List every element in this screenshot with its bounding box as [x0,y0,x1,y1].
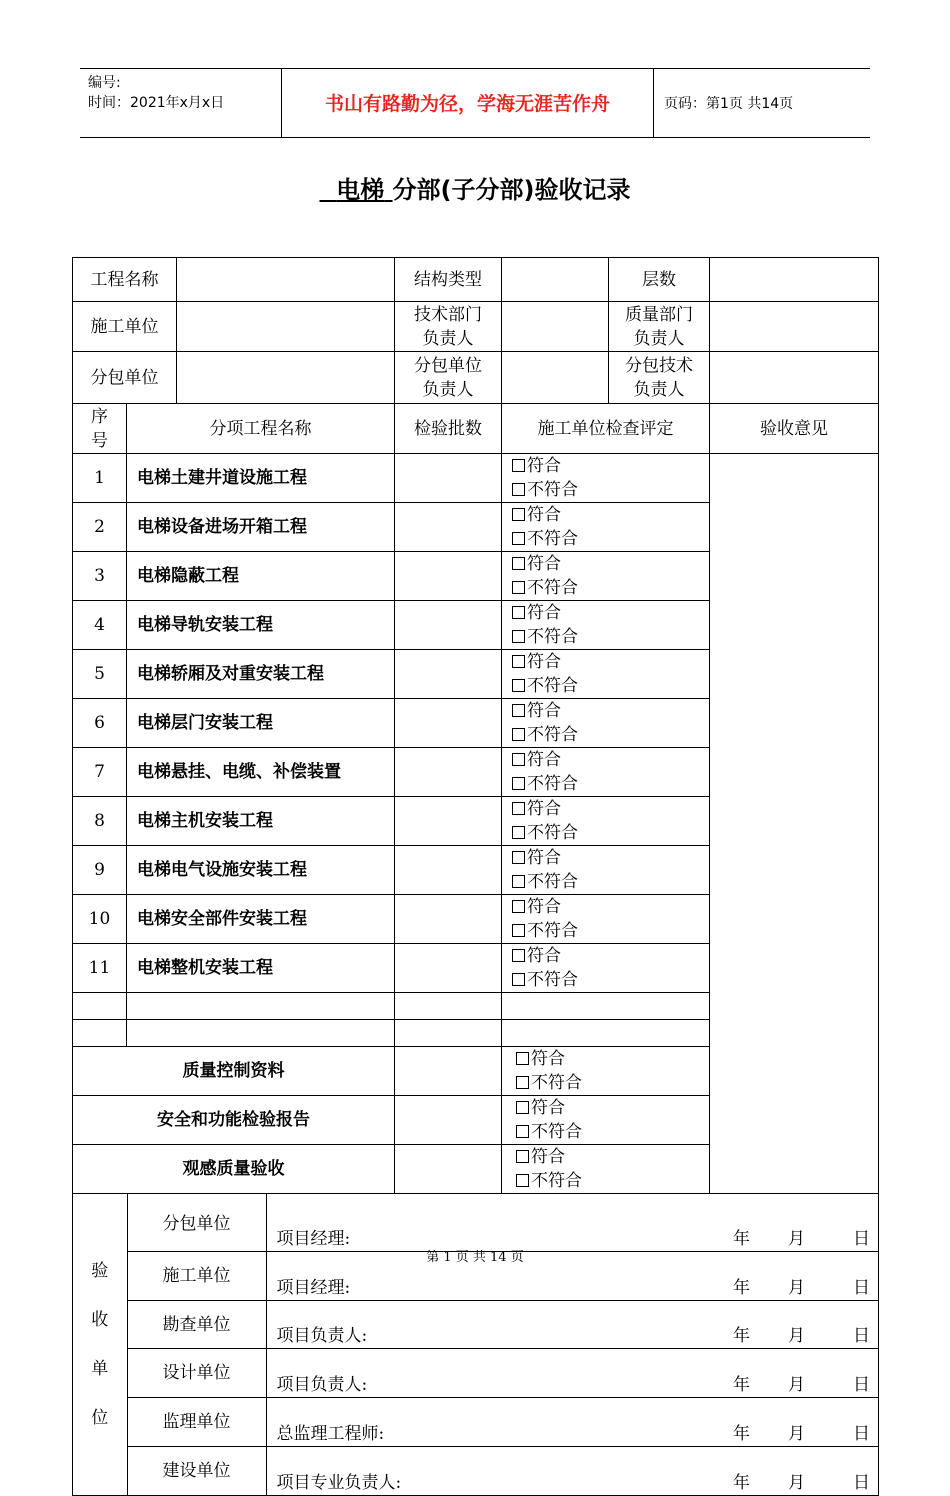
opinion-header: 验收意见 [710,404,879,454]
fail-label: 不符合 [527,578,578,598]
item-name: 电梯安全部件安装工程 [127,895,395,944]
item-fail-option[interactable] [512,723,612,747]
item-pass-option[interactable] [512,650,612,674]
acceptance-unit-row [73,1397,878,1446]
summary-batch-count[interactable] [395,1145,502,1194]
item-pass-option[interactable] [512,552,612,576]
seq-header-text [73,405,126,453]
checkbox-icon[interactable] [516,1052,529,1065]
checkbox-icon[interactable] [512,924,525,937]
acceptance-unit-name: 设计单位 [127,1348,266,1397]
summary-fail-option[interactable] [516,1120,616,1144]
sub-tech-head-value[interactable] [710,352,879,404]
checkbox-icon[interactable] [512,900,525,913]
blank-number [73,1020,127,1047]
item-row [73,454,879,503]
fail-label: 不符合 [527,676,578,696]
checkbox-icon[interactable] [512,728,525,741]
item-self-check [502,748,710,797]
pass-label: 符合 [527,456,561,476]
item-fail-option[interactable] [512,674,612,698]
item-batch-count[interactable] [395,797,502,846]
fail-label: 不符合 [531,1073,582,1093]
checkbox-icon[interactable] [512,483,525,496]
pass-label: 符合 [527,554,561,574]
date-day-label: 日 [853,1374,870,1395]
blank-batch-count[interactable] [395,993,502,1020]
item-batch-count[interactable] [395,454,502,503]
fail-label: 不符合 [527,480,578,500]
acceptance-signature-table [73,1194,878,1495]
tech-dept-head-label [395,302,502,352]
checkbox-icon[interactable] [512,753,525,766]
checkbox-icon[interactable] [512,606,525,619]
title-underlined-part [319,176,392,204]
item-batch-count[interactable] [395,699,502,748]
header-motto: 书山有路勤为径，学海无涯苦作舟 [324,93,610,115]
fail-label: 不符合 [527,774,578,794]
label-line-2: 号 [91,430,108,451]
date-month-label: 月 [788,1228,805,1249]
item-batch-count[interactable] [395,944,502,993]
summary-name: 安全和功能检验报告 [73,1096,395,1145]
checkbox-icon[interactable] [516,1076,529,1089]
info-row-subcontract [73,352,879,404]
signer-label: 项目专业负责人: [276,1473,402,1493]
fail-label: 不符合 [527,823,578,843]
summary-pass-option[interactable] [516,1096,616,1120]
acceptance-group-label [73,1194,127,1495]
item-pass-option[interactable] [512,454,612,478]
item-self-check [502,601,710,650]
header-page-info: 页码：第1页 共14页 [664,96,794,112]
item-name: 电梯层门安装工程 [127,699,395,748]
item-name: 电梯轿厢及对重安装工程 [127,650,395,699]
pass-label: 符合 [531,1098,565,1118]
item-pass-option[interactable] [512,601,612,625]
signer-label: 项目负责人: [276,1374,368,1395]
pass-label: 符合 [527,505,561,525]
label-line-1: 技术部门 [414,304,482,325]
date-day-label: 日 [853,1325,870,1346]
sub-unit-head-label [395,352,502,404]
item-fail-option[interactable] [512,772,612,796]
item-fail-option[interactable] [512,968,612,992]
acceptance-record-table [72,257,879,1496]
group-char: 验 [91,1260,109,1281]
blank-batch-count[interactable] [395,1020,502,1047]
signer-label: 项目负责人: [276,1325,368,1346]
acceptance-signature-cell[interactable] [266,1446,878,1495]
title-subject: 电梯 [336,176,385,204]
item-fail-option[interactable] [512,821,612,845]
signer-label: 项目经理: [276,1277,351,1298]
label-line-2: 负责人 [422,379,474,400]
checkbox-icon[interactable] [512,704,525,717]
acceptance-unit-name: 分包单位 [127,1194,266,1251]
date-day-label: 日 [853,1228,870,1249]
self-check-header: 施工单位检查评定 [502,404,710,454]
pass-label: 符合 [527,603,561,623]
floors-label: 层数 [609,258,710,302]
date-year-label: 年 [733,1325,750,1346]
item-fail-option[interactable] [512,870,612,894]
fail-label: 不符合 [531,1171,582,1191]
page-header [80,68,870,138]
item-number: 5 [73,650,127,699]
sub-tech-head-text [609,354,709,402]
pass-label: 符合 [527,848,561,868]
item-pass-option[interactable] [512,846,612,870]
item-number: 7 [73,748,127,797]
pass-label: 符合 [527,897,561,917]
item-pass-option[interactable] [512,944,612,968]
checkbox-icon[interactable] [516,1125,529,1138]
label-line-2: 负责人 [422,328,474,349]
structure-type-value[interactable] [502,258,609,302]
group-char: 位 [91,1407,109,1428]
acceptance-block-row [73,1194,879,1496]
date-month-label: 月 [788,1374,805,1395]
construction-unit-value[interactable] [177,302,395,352]
date-year-label: 年 [733,1473,750,1493]
summary-pass-option[interactable] [516,1047,616,1071]
signature-date [733,1373,870,1397]
info-row-construction [73,302,879,352]
label-line-2: 负责人 [633,328,685,349]
item-self-check [502,454,710,503]
checkbox-icon[interactable] [512,630,525,643]
column-header-row [73,404,879,454]
acceptance-signature-cell[interactable] [266,1300,878,1348]
item-self-check [502,846,710,895]
summary-fail-option[interactable] [516,1169,616,1193]
acceptance-unit-name: 勘查单位 [127,1300,266,1348]
signature-date [733,1276,870,1300]
item-pass-option[interactable] [512,797,612,821]
item-self-check [502,503,710,552]
date-year-label: 年 [733,1277,750,1298]
quality-dept-head-label [609,302,710,352]
fail-label: 不符合 [527,970,578,990]
item-number: 9 [73,846,127,895]
acceptance-unit-row [73,1194,878,1251]
item-batch-count[interactable] [395,846,502,895]
checkbox-icon[interactable] [516,1174,529,1187]
document-number-label: 编号: [88,75,121,91]
date-month-label: 月 [788,1325,805,1346]
checkbox-icon[interactable] [512,826,525,839]
acceptance-signature-cell[interactable] [266,1348,878,1397]
item-name: 电梯设备进场开箱工程 [127,503,395,552]
item-batch-count[interactable] [395,748,502,797]
acceptance-unit-row [73,1348,878,1397]
item-name: 电梯悬挂、电缆、补偿装置 [127,748,395,797]
floors-value[interactable] [710,258,879,302]
checkbox-icon[interactable] [512,949,525,962]
fail-label: 不符合 [527,872,578,892]
fail-label: 不符合 [527,921,578,941]
item-batch-count[interactable] [395,895,502,944]
item-number: 6 [73,699,127,748]
checkbox-icon[interactable] [516,1101,529,1114]
fail-label: 不符合 [527,529,578,549]
structure-type-label: 结构类型 [395,258,502,302]
item-number: 2 [73,503,127,552]
group-char: 单 [91,1358,109,1379]
acceptance-unit-name: 施工单位 [127,1251,266,1300]
item-batch-count[interactable] [395,503,502,552]
item-fail-option[interactable] [512,576,612,600]
signer-label: 总监理工程师: [276,1423,385,1444]
summary-self-check [502,1145,710,1194]
project-name-value[interactable] [177,258,395,302]
item-number: 1 [73,454,127,503]
pass-label: 符合 [531,1147,565,1167]
acceptance-block [73,1194,879,1496]
date-year-label: 年 [733,1374,750,1395]
header-meta [88,73,280,113]
page-footer: 第 1 页 共 14 页 [426,1250,524,1265]
item-self-check [502,895,710,944]
blank-number [73,993,127,1020]
label-line-2: 负责人 [633,379,685,400]
checkbox-icon[interactable] [512,655,525,668]
pass-label: 符合 [527,799,561,819]
acceptance-unit-row [73,1300,878,1348]
item-name: 电梯主机安装工程 [127,797,395,846]
checkbox-icon[interactable] [512,777,525,790]
checkbox-icon[interactable] [512,459,525,472]
project-name-label: 工程名称 [73,258,177,302]
header-divider [653,69,654,137]
pass-label: 符合 [527,652,561,672]
page-title [0,170,950,205]
checkbox-icon[interactable] [512,851,525,864]
summary-name: 观感质量验收 [73,1145,395,1194]
label-line-1: 质量部门 [625,304,693,325]
item-number: 4 [73,601,127,650]
item-number: 10 [73,895,127,944]
item-pass-option[interactable] [512,748,612,772]
subcontract-unit-value[interactable] [177,352,395,404]
item-pass-option[interactable] [512,895,612,919]
summary-batch-count[interactable] [395,1096,502,1145]
checkbox-icon[interactable] [512,679,525,692]
summary-pass-option[interactable] [516,1145,616,1169]
item-pass-option[interactable] [512,503,612,527]
seq-header [73,404,127,454]
summary-self-check [502,1047,710,1096]
date-year-label: 年 [733,1228,750,1249]
tech-dept-head-text [395,303,501,351]
item-pass-option[interactable] [512,699,612,723]
date-day-label: 日 [853,1277,870,1298]
acceptance-unit-name: 监理单位 [127,1397,266,1446]
acceptance-signature-cell[interactable] [266,1194,878,1251]
item-name: 电梯隐蔽工程 [127,552,395,601]
pass-label: 符合 [531,1049,565,1069]
label-line-1: 序 [91,406,108,427]
summary-fail-option[interactable] [516,1071,616,1095]
fail-label: 不符合 [527,627,578,647]
date-month-label: 月 [788,1277,805,1298]
batch-count-header: 检验批数 [395,404,502,454]
item-batch-count[interactable] [395,601,502,650]
item-fail-option[interactable] [512,478,612,502]
item-self-check [502,699,710,748]
acceptance-signature-cell[interactable] [266,1397,878,1446]
acceptance-unit-row [73,1446,878,1495]
item-name-header: 分项工程名称 [127,404,395,454]
checkbox-icon[interactable] [516,1150,529,1163]
blank-name[interactable] [127,993,395,1020]
summary-batch-count[interactable] [395,1047,502,1096]
item-name: 电梯土建井道设施工程 [127,454,395,503]
item-name: 电梯导轨安装工程 [127,601,395,650]
item-self-check [502,650,710,699]
item-number: 8 [73,797,127,846]
checkbox-icon[interactable] [512,581,525,594]
subcontract-unit-label: 分包单位 [73,352,177,404]
signature-date [733,1422,870,1446]
quality-dept-head-value[interactable] [710,302,879,352]
date-day-label: 日 [853,1473,870,1493]
blank-self-check[interactable] [502,993,710,1020]
item-batch-count[interactable] [395,552,502,601]
item-name: 电梯电气设施安装工程 [127,846,395,895]
item-self-check [502,552,710,601]
label-line-1: 分包单位 [414,355,482,376]
acceptance-unit-name: 建设单位 [127,1446,266,1495]
fail-label: 不符合 [527,725,578,745]
document-time-label: 时间：2021年x月x日 [88,95,225,111]
item-self-check [502,797,710,846]
item-name: 电梯整机安装工程 [127,944,395,993]
label-line-1: 分包技术 [625,355,693,376]
info-row-project [73,258,879,302]
sub-unit-head-text [395,354,501,402]
blank-name[interactable] [127,1020,395,1047]
pass-label: 符合 [527,750,561,770]
checkbox-icon[interactable] [512,508,525,521]
sub-unit-head-value[interactable] [502,352,609,404]
date-year-label: 年 [733,1423,750,1444]
item-number: 11 [73,944,127,993]
blank-self-check[interactable] [502,1020,710,1047]
date-day-label: 日 [853,1423,870,1444]
checkbox-icon[interactable] [512,532,525,545]
date-month-label: 月 [788,1473,805,1493]
summary-name: 质量控制资料 [73,1047,395,1096]
pass-label: 符合 [527,946,561,966]
checkbox-icon[interactable] [512,875,525,888]
item-fail-option[interactable] [512,625,612,649]
quality-dept-head-text [609,303,709,351]
summary-self-check [502,1096,710,1145]
item-fail-option[interactable] [512,919,612,943]
item-fail-option[interactable] [512,527,612,551]
checkbox-icon[interactable] [512,802,525,815]
title-rest: 分部(子分部)验收记录 [392,176,631,204]
tech-dept-head-value[interactable] [502,302,609,352]
date-month-label: 月 [788,1423,805,1444]
fail-label: 不符合 [531,1122,582,1142]
acceptance-opinion-cell[interactable] [710,454,879,1194]
group-char: 收 [91,1309,109,1330]
item-batch-count[interactable] [395,650,502,699]
pass-label: 符合 [527,701,561,721]
checkbox-icon[interactable] [512,557,525,570]
checkbox-icon[interactable] [512,973,525,986]
signature-date [733,1471,870,1495]
signer-label: 项目经理: [276,1228,351,1249]
construction-unit-label: 施工单位 [73,302,177,352]
item-self-check [502,944,710,993]
item-number: 3 [73,552,127,601]
sub-tech-head-label [609,352,710,404]
